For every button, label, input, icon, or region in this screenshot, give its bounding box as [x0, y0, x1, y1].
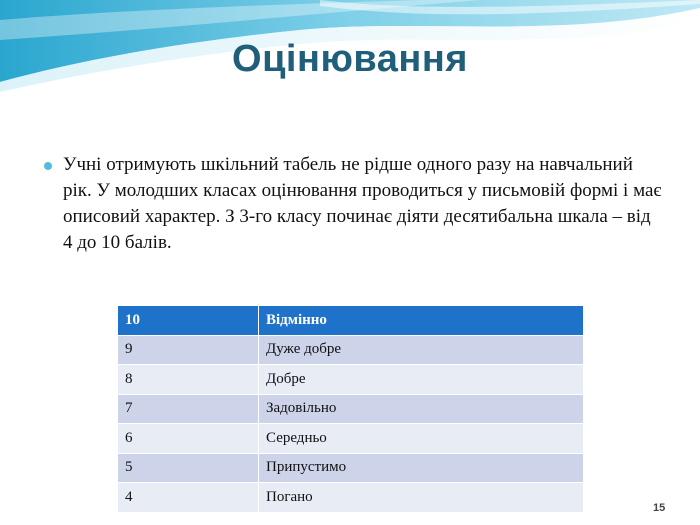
table-cell-grade: 6: [118, 424, 259, 454]
table-row: [118, 394, 584, 424]
slide-title: Оцінювання: [232, 38, 468, 80]
bullet-text: Учні отримують шкільний табель не рідше одного разу на навчальний рік. У молодших класах оцінювання проводиться у письмовій формі і має описовий характер. З 3-го класу починає діяти десятибальна шкала – від 4 до 10 балів.: [63, 154, 662, 253]
table-cell-label: Середньо: [259, 424, 584, 454]
table-cell-label: Відмінно: [259, 306, 584, 336]
table-cell-grade: 5: [118, 453, 259, 483]
table-row: [118, 335, 584, 365]
table-cell-grade: 7: [118, 394, 259, 424]
page-number: 15: [653, 502, 666, 514]
bullet-dot-icon: [44, 162, 52, 170]
bullet-list: [44, 152, 664, 256]
table-row: [118, 365, 584, 395]
table-row: [118, 483, 584, 513]
table-cell-label: Дуже добре: [259, 335, 584, 365]
table-cell-grade: 4: [118, 483, 259, 513]
table-cell-label: Задовільно: [259, 394, 584, 424]
table-row: [118, 424, 584, 454]
table-cell-label: Добре: [259, 365, 584, 395]
table-header-row: [118, 306, 584, 336]
table-row: [118, 453, 584, 483]
table-cell-label: Погано: [259, 483, 584, 513]
table-cell-label: Припустимо: [259, 453, 584, 483]
grades-table: [117, 305, 584, 513]
table-cell-grade: 10: [118, 306, 259, 336]
table-cell-grade: 9: [118, 335, 259, 365]
bullet-item: [44, 152, 664, 256]
table-cell-grade: 8: [118, 365, 259, 395]
